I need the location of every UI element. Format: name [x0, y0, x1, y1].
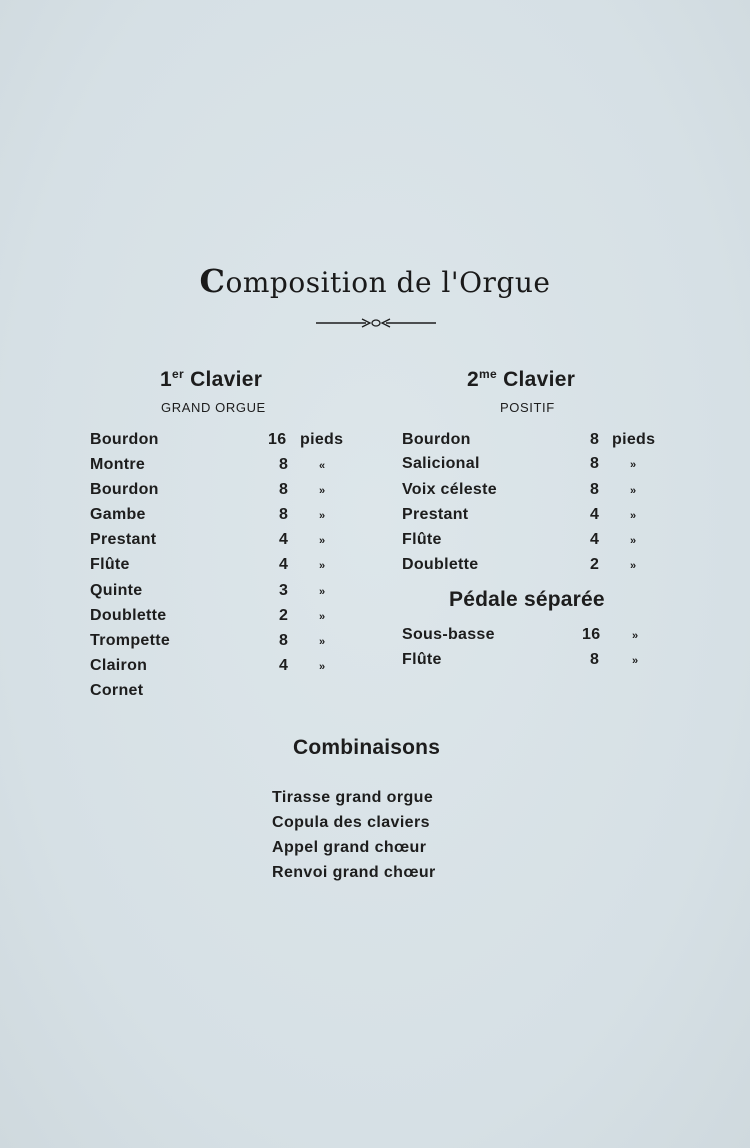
clavier1-sup: er	[171, 367, 184, 381]
stop-name: Gambe	[90, 506, 146, 523]
clavier2-word: Clavier	[503, 368, 576, 391]
stop-size: 8	[590, 481, 600, 498]
stop-name: Doublette	[402, 556, 479, 573]
list-item: Copula des claviers	[272, 814, 430, 831]
stop-size: 4	[279, 531, 289, 548]
list-item: Tirasse grand orgue	[272, 789, 434, 806]
stop-name: Flûte	[402, 651, 442, 668]
ditto-mark: »	[632, 655, 639, 667]
stop-size: 16	[268, 431, 287, 448]
stop-name: Flûte	[90, 556, 130, 573]
stop-size: 4	[590, 506, 600, 523]
stop-name: Bourdon	[90, 481, 159, 498]
stop-size: 8	[279, 456, 289, 473]
stop-name: Montre	[90, 456, 146, 473]
clavier1-heading	[160, 367, 262, 392]
ditto-mark: »	[319, 611, 326, 623]
clavier1-word: Clavier	[190, 368, 263, 391]
stop-name: Bourdon	[90, 431, 159, 448]
clavier2-heading	[467, 367, 575, 392]
clavier2-num: 2	[467, 368, 479, 391]
stop-name: Doublette	[90, 607, 167, 624]
stop-size: 16	[582, 626, 601, 643]
stop-size: 2	[279, 607, 289, 624]
stop-name: Bourdon	[402, 431, 471, 448]
ditto-mark: »	[319, 510, 326, 522]
stop-size: 8	[279, 632, 289, 649]
stop-size: 8	[279, 481, 289, 498]
ditto-mark: «	[319, 460, 326, 472]
page-title	[0, 262, 750, 300]
ditto-mark: »	[630, 485, 637, 497]
stop-unit: pieds	[300, 431, 344, 448]
stop-size: 8	[590, 651, 600, 668]
ditto-mark: »	[630, 535, 637, 547]
stop-size: 4	[279, 556, 289, 573]
ditto-mark: »	[630, 459, 637, 471]
ditto-mark: »	[319, 661, 326, 673]
clavier1-num: 1	[160, 368, 172, 391]
stop-name: Quinte	[90, 582, 143, 599]
title-initial: C	[199, 262, 226, 300]
stop-size: 8	[590, 431, 600, 448]
stop-name: Cornet	[90, 682, 144, 699]
stop-name: Trompette	[90, 632, 171, 649]
stop-name: Flûte	[402, 531, 442, 548]
stop-size: 4	[590, 531, 600, 548]
stop-unit: pieds	[612, 431, 656, 448]
pedale-heading: Pédale séparée	[449, 588, 605, 611]
ditto-mark: »	[319, 560, 326, 572]
title-rest: omposition de l'Orgue	[225, 266, 551, 299]
clavier2-sup: me	[478, 367, 497, 381]
ditto-mark: »	[630, 560, 637, 572]
stop-size: 4	[279, 657, 289, 674]
stop-size: 8	[590, 455, 600, 472]
clavier2-subtitle: POSITIF	[500, 400, 555, 415]
divider-ornament	[316, 316, 436, 330]
clavier1-subtitle: GRAND ORGUE	[161, 400, 266, 415]
ditto-mark: »	[319, 485, 326, 497]
stop-name: Voix céleste	[402, 481, 497, 498]
list-item: Renvoi grand chœur	[272, 864, 436, 881]
ditto-mark: »	[319, 586, 326, 598]
ditto-mark: »	[319, 535, 326, 547]
stop-size: 3	[279, 582, 289, 599]
stop-name: Prestant	[402, 506, 469, 523]
ditto-mark: »	[319, 636, 326, 648]
ditto-mark: »	[632, 630, 639, 642]
stop-name: Salicional	[402, 455, 480, 472]
combinaisons-heading: Combinaisons	[293, 736, 441, 759]
stop-name: Clairon	[90, 657, 148, 674]
stop-name: Prestant	[90, 531, 157, 548]
stop-name: Sous-basse	[402, 626, 495, 643]
list-item: Appel grand chœur	[272, 839, 427, 856]
stop-size: 2	[590, 556, 600, 573]
stop-size: 8	[279, 506, 289, 523]
ditto-mark: »	[630, 510, 637, 522]
